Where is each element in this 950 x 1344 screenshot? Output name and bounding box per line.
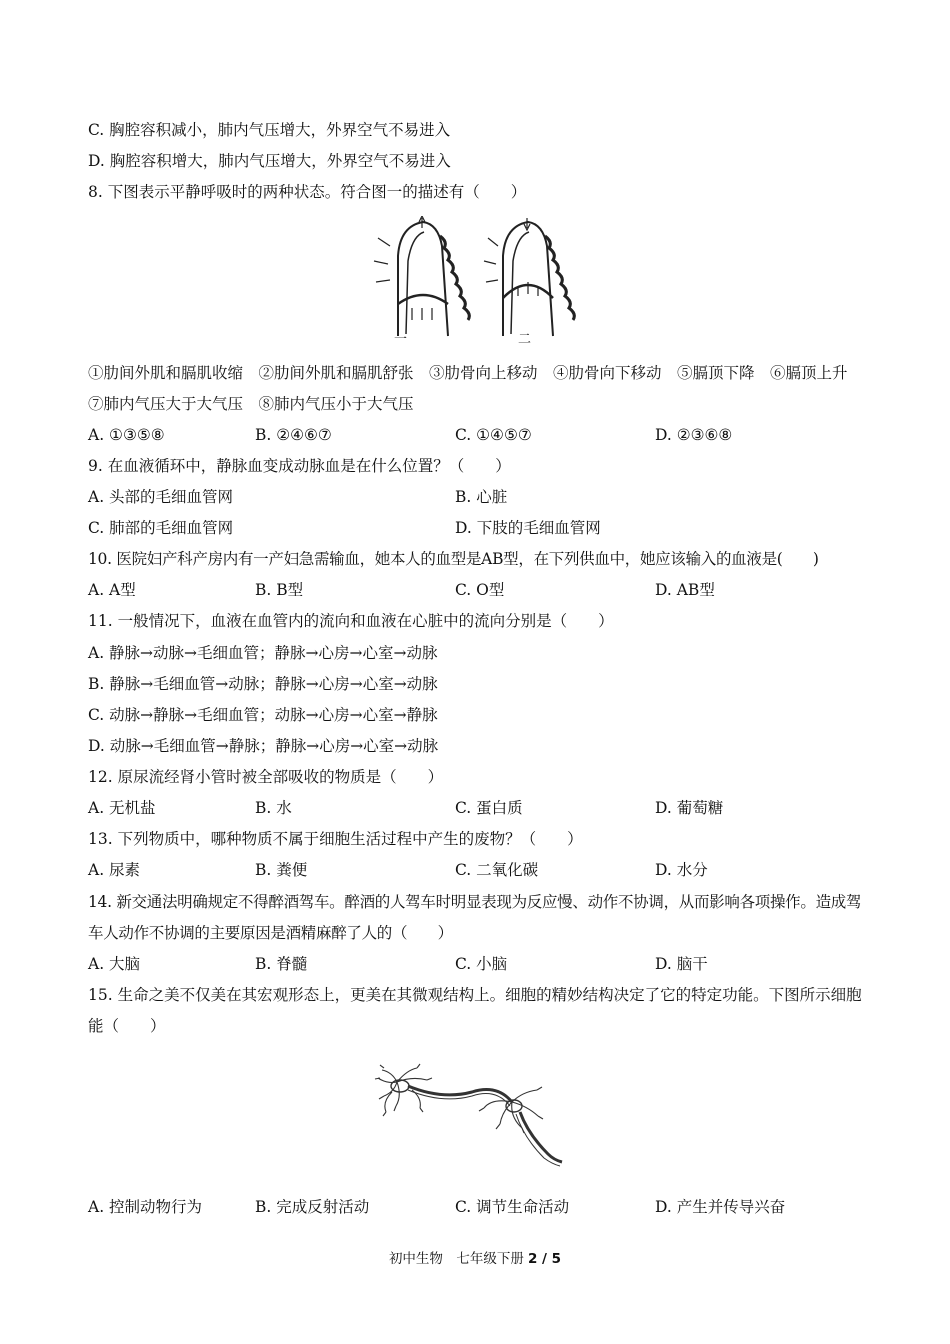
q10-option-b: B. B型 — [255, 581, 304, 599]
q9-stem: 9. 在血液循环中，静脉血变成动脉血是在什么位置？（ ） — [88, 457, 511, 475]
q8-option-c: C. ①④⑤⑦ — [455, 426, 532, 444]
q13-stem: 13. 下列物质中，哪种物质不属于细胞生活过程中产生的废物？（ ） — [88, 830, 583, 848]
footer-text: 初中生物 七年级下册 — [388, 1251, 524, 1267]
q15-stem: 15. 生命之美不仅美在其宏观形态上，更美在其微观结构上。细胞的精妙结构决定了它的特定功能。下图所示细胞能（ ） — [88, 986, 862, 1035]
neuron-svg — [372, 1062, 568, 1174]
breathing-figure-two — [484, 218, 574, 336]
q12-option-a: A. 无机盐 — [88, 799, 156, 817]
q14-option-b: B. 脊髓 — [255, 955, 308, 973]
q8-stem: 8. 下图表示平静呼吸时的两种状态。符合图一的描述有（ ） — [88, 183, 527, 201]
figure-two-label: 二 — [518, 332, 532, 347]
q15-option-b: B. 完成反射活动 — [255, 1198, 370, 1216]
q10-option-c: C. O型 — [455, 581, 505, 599]
page-footer — [0, 1247, 950, 1267]
q10-option-a: A. A型 — [88, 581, 136, 599]
q11-option-b: B. 静脉→毛细血管→动脉；静脉→心房→心室→动脉 — [88, 675, 438, 693]
q14-option-d: D. 脑干 — [655, 955, 708, 973]
q13-option-c: C. 二氧化碳 — [455, 861, 539, 879]
q8-option-d: D. ②③⑥⑧ — [655, 426, 733, 444]
q7-option-d: D. 胸腔容积增大，肺内气压增大，外界空气不易进入 — [88, 152, 451, 170]
q8-option-b: B. ②④⑥⑦ — [255, 426, 332, 444]
q15-option-d: D. 产生并传导兴奋 — [655, 1198, 786, 1216]
q14-stem: 14. 新交通法明确规定不得醉酒驾车。醉酒的人驾车时明显表现为反应慢、动作不协调，从而影响各项操作。造成驾车人动作不协调的主要原因是酒精麻醉了人的（ ） — [88, 893, 862, 942]
breathing-figure-one — [374, 216, 469, 336]
breathing-diagram — [368, 216, 583, 346]
q9-option-c: C. 肺部的毛细血管网 — [88, 519, 234, 537]
q11-option-a: A. 静脉→动脉→毛细血管；静脉→心房→心室→动脉 — [88, 644, 438, 662]
q7-option-c: C. 胸腔容积减小，肺内气压增大，外界空气不易进入 — [88, 121, 451, 139]
q13-option-b: B. 粪便 — [255, 861, 308, 879]
neuron-diagram — [372, 1062, 568, 1174]
q13-option-a: A. 尿素 — [88, 861, 141, 879]
q8-statements: ①肋间外肌和膈肌收缩 ②肋间外肌和膈肌舒张 ③肋骨向上移动 ④肋骨向下移动 ⑤膈顶下降 ⑥膈顶上升 ⑦肺内气压大于大气压 ⑧肺内气压小于大气压 — [88, 364, 864, 413]
q11-option-c: C. 动脉→静脉→毛细血管；动脉→心房→心室→静脉 — [88, 706, 438, 724]
page-number: 2 / 5 — [527, 1251, 562, 1267]
q14-option-c: C. 小脑 — [455, 955, 508, 973]
q11-option-d: D. 动脉→毛细血管→静脉；静脉→心房→心室→动脉 — [88, 737, 439, 755]
q10-option-d: D. AB型 — [655, 581, 715, 599]
breathing-diagram-svg — [368, 216, 583, 346]
q12-option-c: C. 蛋白质 — [455, 799, 523, 817]
figure-one-label: 一 — [394, 332, 408, 347]
q11-stem: 11. 一般情况下，血液在血管内的流向和血液在心脏中的流向分别是（ ） — [88, 612, 614, 630]
q10-stem: 10. 医院妇产科产房内有一产妇急需输血，她本人的血型是AB型，在下列供血中，她应该输入的血液是( ) — [88, 550, 819, 568]
q9-option-a: A. 头部的毛细血管网 — [88, 488, 234, 506]
q13-option-d: D. 水分 — [655, 861, 708, 879]
q12-stem: 12. 原尿流经肾小管时被全部吸收的物质是（ ） — [88, 768, 444, 786]
q12-option-b: B. 水 — [255, 799, 292, 817]
q12-option-d: D. 葡萄糖 — [655, 799, 724, 817]
q14-option-a: A. 大脑 — [88, 955, 141, 973]
q8-option-a: A. ①③⑤⑧ — [88, 426, 165, 444]
q9-option-d: D. 下肢的毛细血管网 — [455, 519, 601, 537]
q9-option-b: B. 心脏 — [455, 488, 508, 506]
q15-option-a: A. 控制动物行为 — [88, 1198, 203, 1216]
q15-option-c: C. 调节生命活动 — [455, 1198, 570, 1216]
